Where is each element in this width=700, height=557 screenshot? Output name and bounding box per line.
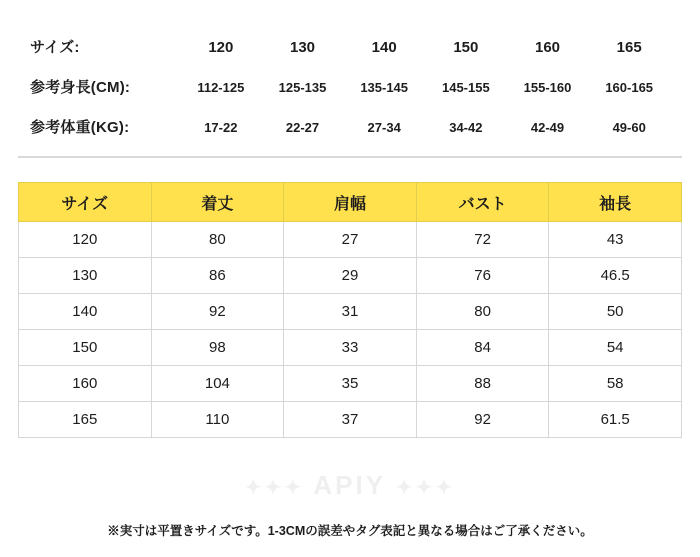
table-header-cell: 袖長 bbox=[549, 183, 682, 222]
size-summary-block bbox=[0, 0, 700, 137]
table-cell: 50 bbox=[549, 294, 682, 330]
summary-cell: 150 bbox=[453, 39, 479, 56]
table-cell-size: 120 bbox=[19, 222, 152, 258]
footer-disclaimer: ※実寸は平置きサイズです。1-3CMの誤差やタグ表記と異なる場合はご了承ください。 bbox=[107, 524, 593, 538]
table-header-cell: 肩幅 bbox=[284, 183, 417, 222]
summary-row-height bbox=[30, 76, 670, 97]
summary-cell: 22-27 bbox=[285, 120, 320, 135]
table-cell: 61.5 bbox=[549, 402, 682, 438]
table-cell: 80 bbox=[151, 222, 284, 258]
summary-cell: 140 bbox=[371, 39, 397, 56]
summary-cell: 155-160 bbox=[523, 80, 572, 95]
table-row bbox=[19, 402, 682, 438]
summary-cell: 135-145 bbox=[360, 80, 409, 95]
table-cell: 104 bbox=[151, 366, 284, 402]
summary-label-weight: 参考体重(KG): bbox=[30, 119, 130, 136]
table-cell-size: 140 bbox=[19, 294, 152, 330]
table-cell: 84 bbox=[416, 330, 549, 366]
table-cell: 92 bbox=[151, 294, 284, 330]
summary-cell: 27-34 bbox=[367, 120, 401, 135]
table-cell: 86 bbox=[151, 258, 284, 294]
table-head bbox=[19, 183, 682, 222]
table-cell-size: 160 bbox=[19, 366, 152, 402]
table-cell: 35 bbox=[284, 366, 417, 402]
table-row bbox=[19, 330, 682, 366]
summary-row-size bbox=[30, 36, 670, 57]
table-cell: 37 bbox=[284, 402, 417, 438]
summary-cell: 145-155 bbox=[441, 80, 490, 95]
table-cell: 33 bbox=[284, 330, 417, 366]
table-row bbox=[19, 294, 682, 330]
summary-values-size bbox=[180, 39, 670, 56]
measurement-table bbox=[18, 182, 682, 438]
table-header-cell: 着丈 bbox=[151, 183, 284, 222]
summary-cell: 165 bbox=[616, 39, 642, 56]
measurement-table-wrap bbox=[0, 158, 700, 438]
summary-cell: 49-60 bbox=[612, 120, 646, 135]
table-cell: 29 bbox=[284, 258, 417, 294]
summary-cell: 42-49 bbox=[530, 120, 565, 135]
table-header-cell: サイズ bbox=[19, 183, 152, 222]
table-cell: 76 bbox=[416, 258, 549, 294]
table-cell-size: 130 bbox=[19, 258, 152, 294]
table-cell: 88 bbox=[416, 366, 549, 402]
summary-row-weight bbox=[30, 116, 670, 137]
table-header-cell: バスト bbox=[416, 183, 549, 222]
table-cell: 27 bbox=[284, 222, 417, 258]
table-cell-size: 165 bbox=[19, 402, 152, 438]
table-cell-size: 150 bbox=[19, 330, 152, 366]
summary-cell: 120 bbox=[208, 39, 234, 56]
watermark-left-dots: ✦✦✦ bbox=[244, 477, 305, 499]
summary-values-weight bbox=[180, 120, 670, 135]
table-row bbox=[19, 366, 682, 402]
table-cell: 80 bbox=[416, 294, 549, 330]
summary-cell: 160 bbox=[535, 39, 561, 56]
table-row bbox=[19, 258, 682, 294]
table-cell: 92 bbox=[416, 402, 549, 438]
summary-label-size: サイズ: bbox=[30, 39, 80, 56]
table-cell: 98 bbox=[151, 330, 284, 366]
summary-label-height: 参考身長(CM): bbox=[30, 79, 131, 96]
summary-cell: 125-135 bbox=[278, 80, 327, 95]
table-cell: 46.5 bbox=[549, 258, 682, 294]
table-cell: 54 bbox=[549, 330, 682, 366]
table-cell: 58 bbox=[549, 366, 682, 402]
watermark-right-dots: ✦✦✦ bbox=[395, 477, 456, 499]
table-body bbox=[19, 222, 682, 438]
table-cell: 72 bbox=[416, 222, 549, 258]
table-cell: 110 bbox=[151, 402, 284, 438]
summary-cell: 160-165 bbox=[605, 80, 654, 95]
summary-cell: 130 bbox=[289, 39, 316, 56]
table-row bbox=[19, 222, 682, 258]
table-cell: 31 bbox=[284, 294, 417, 330]
brand-watermark bbox=[0, 470, 700, 501]
summary-values-height bbox=[180, 80, 670, 95]
watermark-text: APIY bbox=[313, 470, 386, 500]
summary-cell: 34-42 bbox=[449, 120, 483, 135]
summary-cell: 17-22 bbox=[204, 120, 238, 135]
summary-cell: 112-125 bbox=[197, 80, 245, 95]
table-cell: 43 bbox=[549, 222, 682, 258]
table-header-row bbox=[19, 183, 682, 222]
